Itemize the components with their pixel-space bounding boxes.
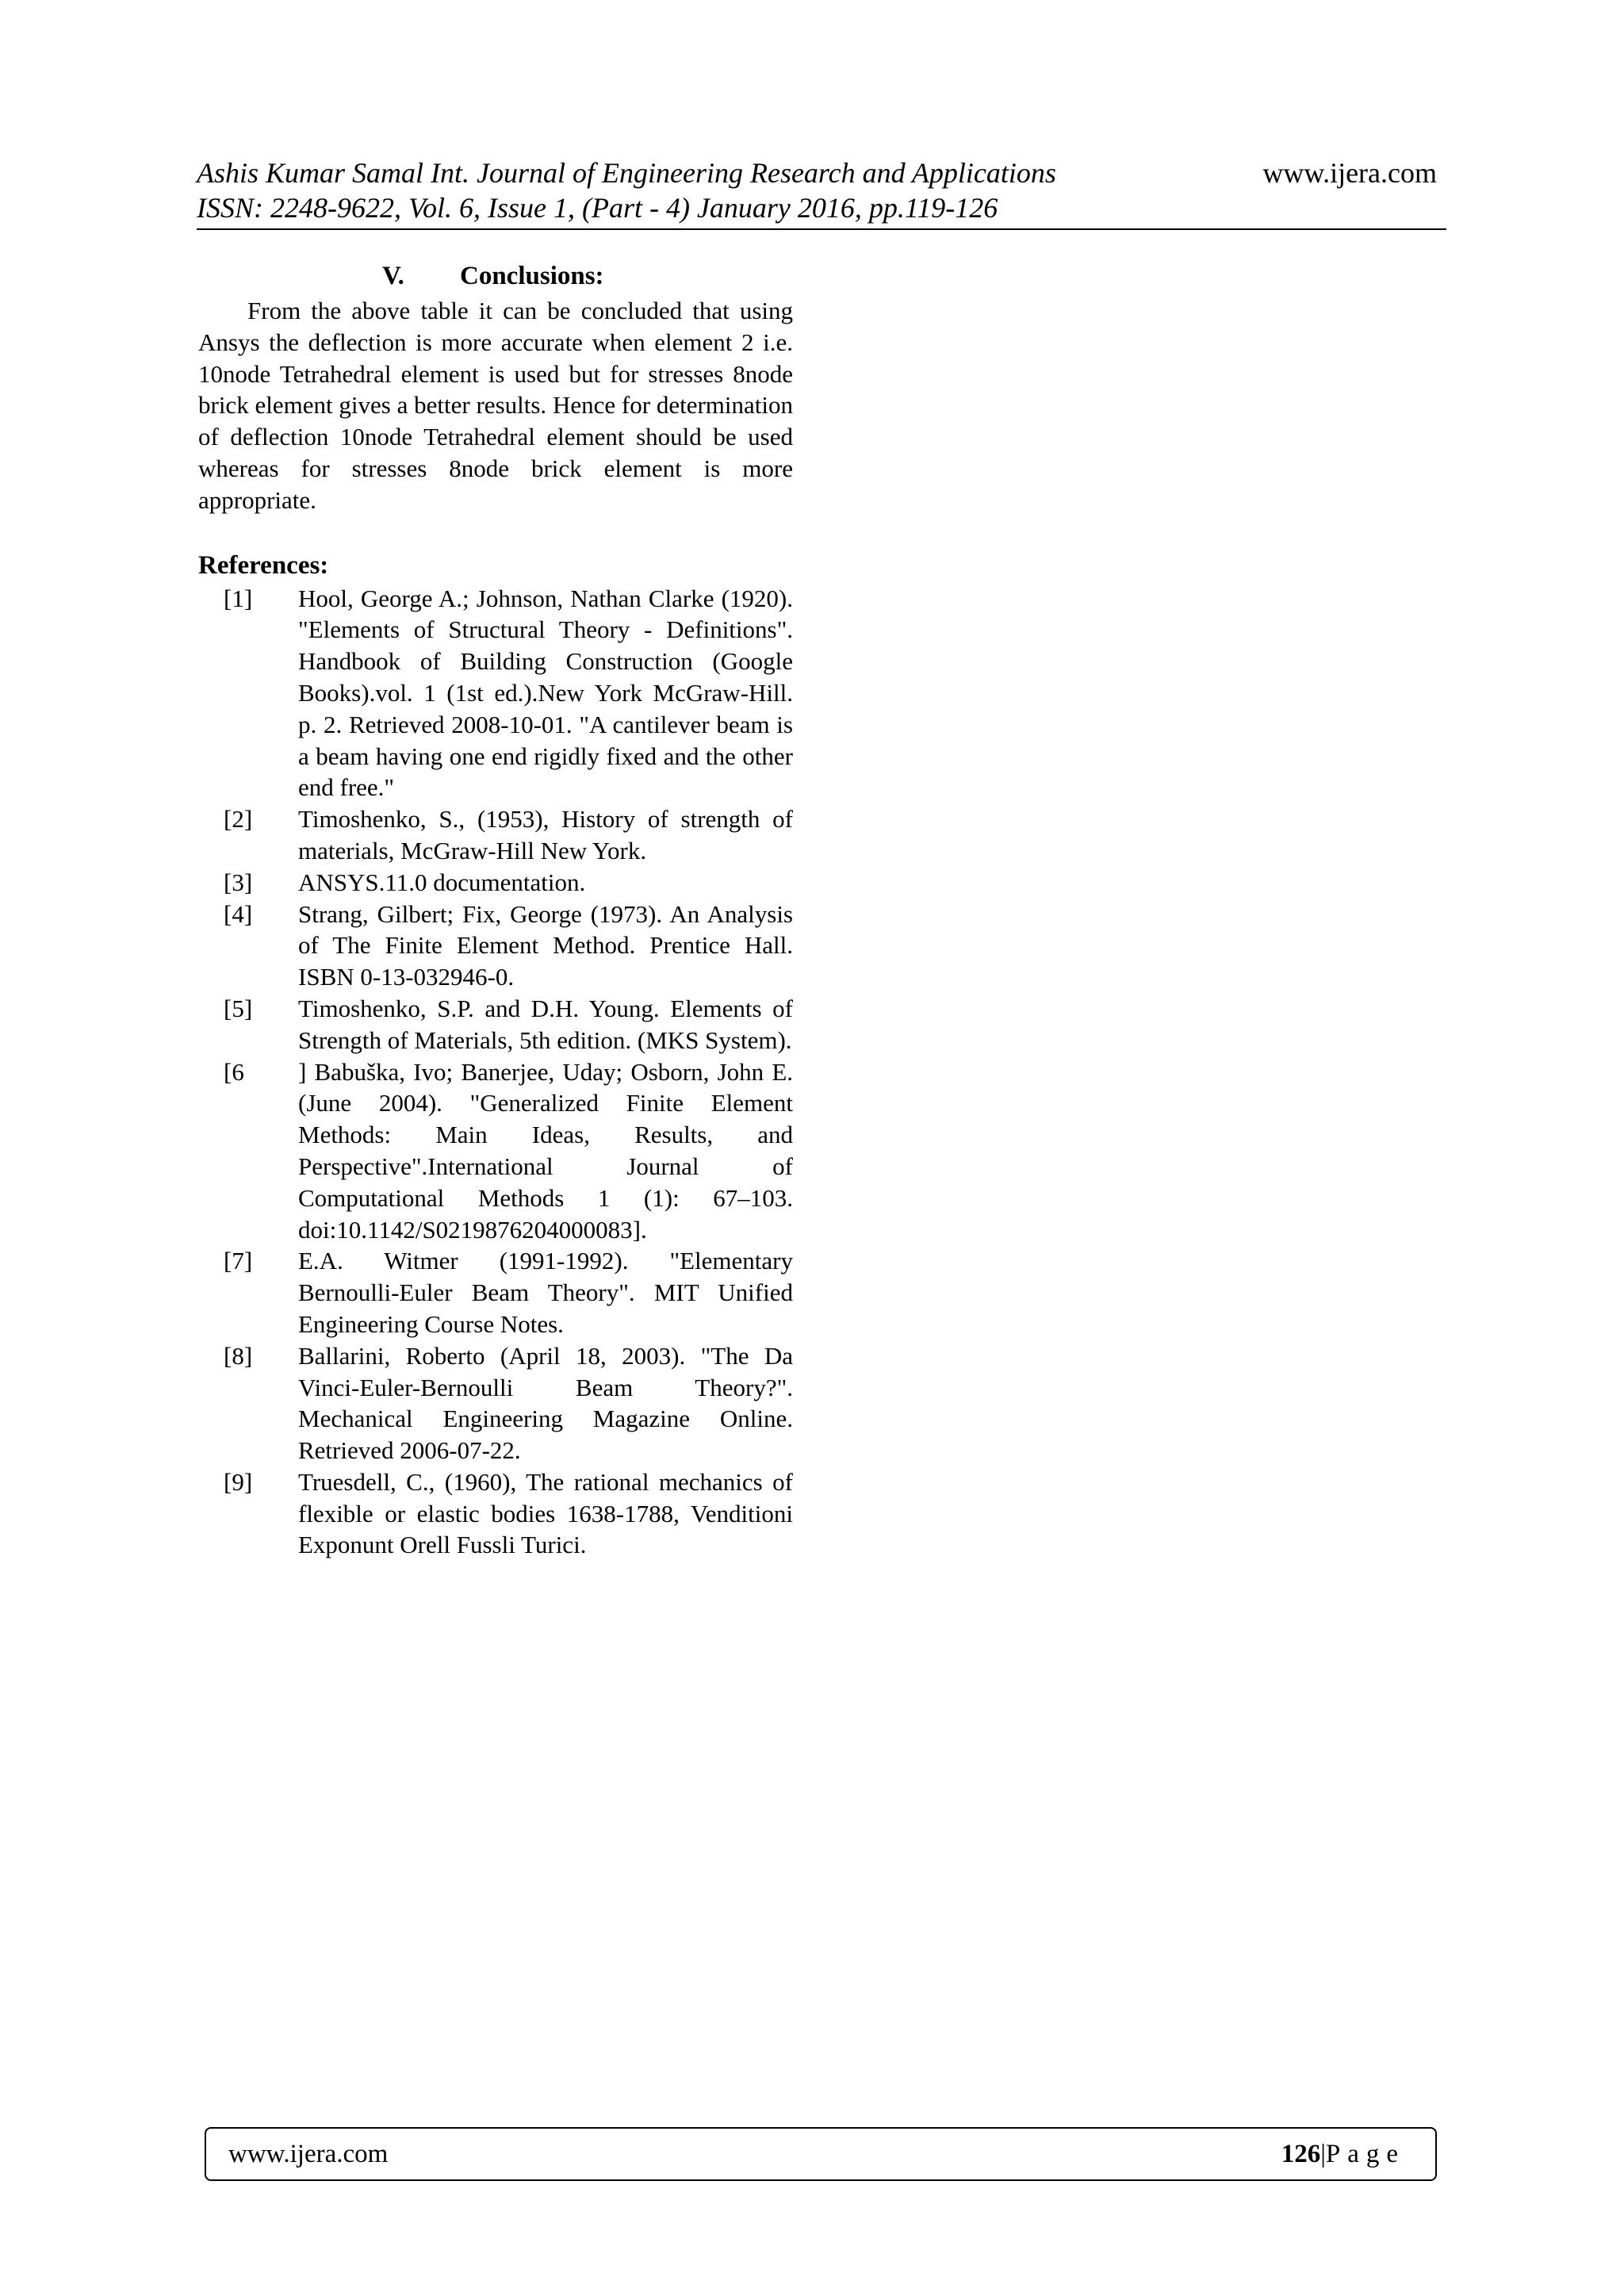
section-number: V.: [382, 262, 404, 290]
reference-text: ] Babuška, Ivo; Banerjee, Uday; Osborn, John E. (June 2004). "Generalized Finite Element Methods: Main Ideas, Results, and Perspective".International Journal of Computational Methods 1 (1): 67–103. doi:10.1142/S0219876204000083].: [298, 1057, 793, 1244]
page-indicator: [1281, 2137, 1405, 2171]
reference-item-7: [198, 1245, 793, 1340]
running-header: [197, 152, 1437, 228]
page-footer: [205, 2127, 1437, 2181]
reference-number: [6: [224, 1057, 244, 1086]
reference-number: [7]: [224, 1247, 253, 1275]
reference-item-9: [198, 1466, 793, 1561]
reference-text: Hool, George A.; Johnson, Nathan Clarke (1920). "Elements of Structural Theory - Definitions". Handbook of Building Construction (Google Books).vol. 1 (1st ed.).New York McGraw-Hill. p. 2. Retrieved 2008-10-01. "A cantilever beam is a beam having one end rigidly fixed and the other end free.": [298, 584, 793, 802]
reference-text: ANSYS.11.0 documentation.: [298, 868, 586, 896]
references-heading: References:: [198, 550, 329, 580]
section-title: Conclusions:: [460, 262, 604, 290]
reference-text: Strang, Gilbert; Fix, George (1973). An Analysis of The Finite Element Method. Prentice Hall. ISBN 0-13-032946-0.: [298, 899, 793, 991]
reference-text: Timoshenko, S.P. and D.H. Young. Elements of Strength of Materials, 5th edition. (MKS System).: [298, 994, 793, 1054]
reference-item-1: [198, 583, 793, 804]
reference-number: [3]: [224, 868, 253, 896]
reference-text: E.A. Witmer (1991-1992). "Elementary Bernoulli-Euler Beam Theory". MIT Unified Engineering Course Notes.: [298, 1247, 793, 1338]
reference-number: [9]: [224, 1467, 253, 1496]
reference-item-4: [198, 899, 793, 993]
reference-item-3: [198, 867, 793, 899]
header-divider: [197, 228, 1446, 230]
reference-number: [5]: [224, 994, 253, 1022]
page-separator: |: [1320, 2140, 1326, 2168]
reference-number: [4]: [224, 899, 253, 928]
page-number: 126: [1281, 2140, 1321, 2168]
footer-site-link[interactable]: www.ijera.com: [228, 2140, 389, 2168]
header-site-link[interactable]: www.ijera.com: [1262, 157, 1437, 189]
reference-number: [8]: [224, 1341, 253, 1370]
section-heading-conclusions: [198, 259, 793, 293]
conclusions-paragraph: From the above table it can be concluded that using Ansys the deflection is more accurate when element 2 i.e. 10node Tetrahedral element is used but for stresses 8node brick element gives a better results. Hence for determination of deflection 10node Tetrahedral element should be used whereas for stresses 8node brick element is more appropriate.: [198, 297, 793, 514]
reference-text: Timoshenko, S., (1953), History of strength of materials, McGraw-Hill New York.: [298, 805, 793, 864]
reference-text: Truesdell, C., (1960), The rational mechanics of flexible or elastic bodies 1638-1788, Venditioni Exponunt Orell Fussli Turici.: [298, 1467, 793, 1559]
reference-item-5: [198, 993, 793, 1056]
left-column: [198, 259, 793, 1561]
reference-list: [198, 583, 793, 1562]
reference-number: [2]: [224, 805, 253, 834]
reference-item-8: [198, 1340, 793, 1466]
issue-info: ISSN: 2248-9622, Vol. 6, Issue 1, (Part - 4) January 2016, pp.119-126: [197, 192, 998, 224]
journal-title: Ashis Kumar Samal Int. Journal of Engineering Research and Applications: [197, 157, 1056, 189]
page-word: Page: [1325, 2140, 1405, 2168]
reference-number: [1]: [224, 584, 253, 612]
reference-item-2: [198, 803, 793, 867]
reference-item-6: [198, 1056, 793, 1246]
reference-text: Ballarini, Roberto (April 18, 2003). "The Da Vinci-Euler-Bernoulli Beam Theory?". Mechanical Engineering Magazine Online. Retrieved 2006-07-22.: [298, 1341, 793, 1465]
